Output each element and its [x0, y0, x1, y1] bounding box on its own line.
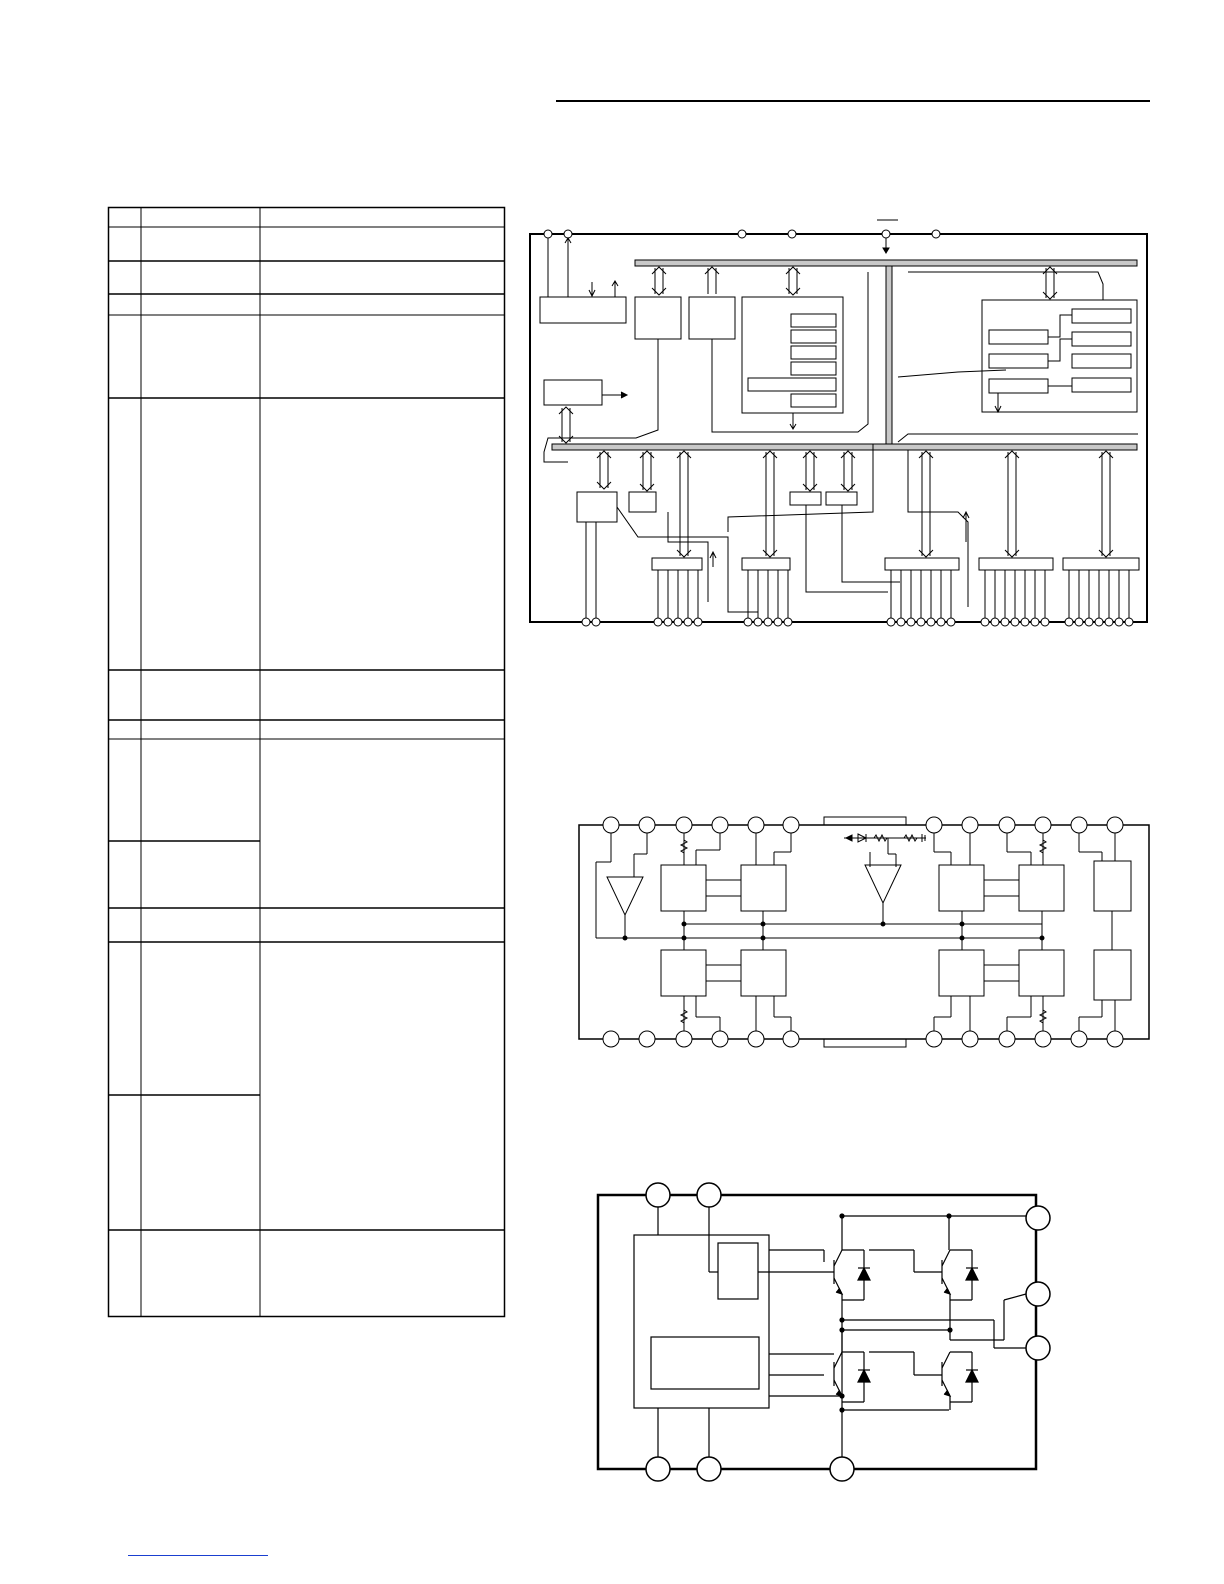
pin-description-table: [108, 207, 505, 1317]
footer-link-underline: [128, 1555, 268, 1556]
header-rule: [556, 100, 1150, 102]
microcontroller-block-diagram: [528, 212, 1152, 626]
dual-driver-ic-block-diagram: [576, 812, 1152, 1052]
h-bridge-motor-driver-diagram: [594, 1180, 1054, 1480]
